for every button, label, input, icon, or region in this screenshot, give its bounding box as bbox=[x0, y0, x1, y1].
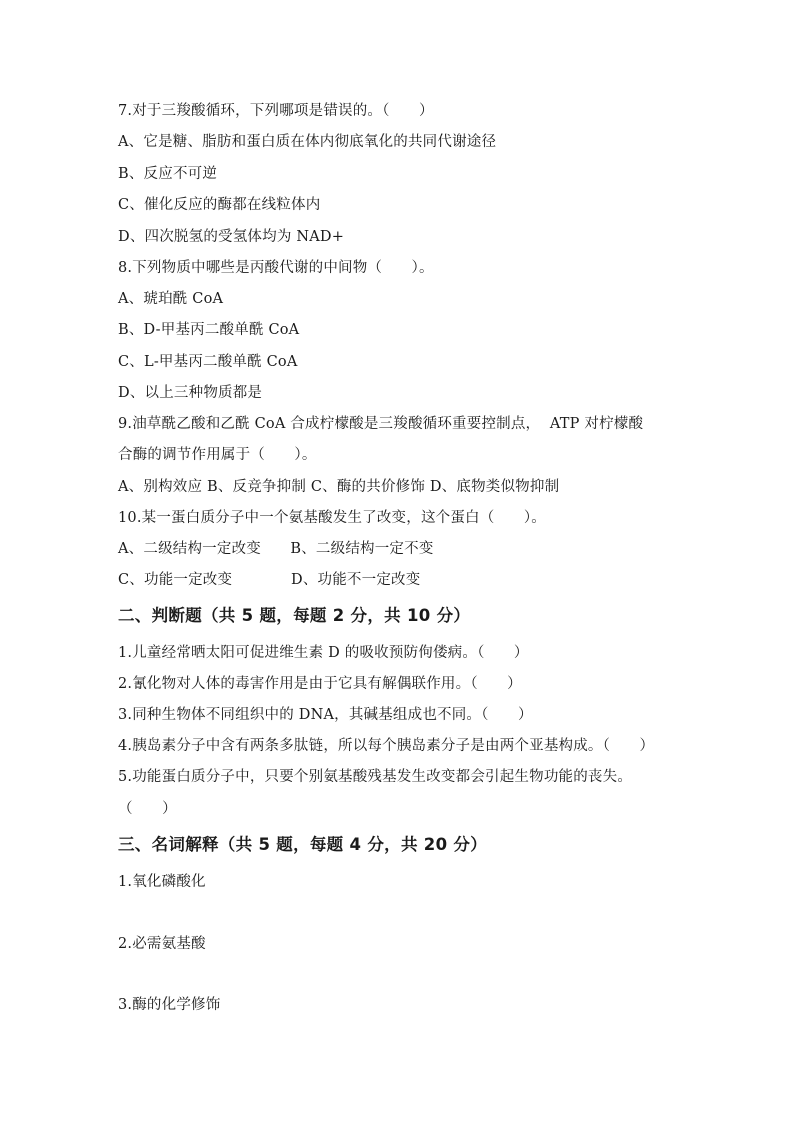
question-10-options-cd: C、功能一定改变 D、功能不一定改变 bbox=[118, 572, 421, 588]
question-8-stem: 8.下列物质中哪些是丙酸代谢的中间物（ ）。 bbox=[118, 260, 434, 276]
judge-item-2: 2.氰化物对人体的毒害作用是由于它具有解偶联作用。（ ） bbox=[118, 676, 522, 692]
question-8-option-b: B、D-甲基丙二酸单酰 CoA bbox=[118, 322, 300, 338]
question-7-option-d: D、四次脱氢的受氢体均为 NAD+ bbox=[118, 229, 345, 245]
question-7-option-b: B、反应不可逆 bbox=[118, 166, 218, 182]
judge-item-4: 4.胰岛素分子中含有两条多肽链，所以每个胰岛素分子是由两个亚基构成。（ ） bbox=[118, 738, 655, 754]
question-10-stem: 10.某一蛋白质分子中一个氨基酸发生了改变，这个蛋白（ ）。 bbox=[118, 510, 547, 526]
question-9-stem-line-1: 9.油草酰乙酸和乙酰 CoA 合成柠檬酸是三羧酸循环重要控制点， ATP 对柠檬酸 bbox=[118, 416, 644, 432]
section-3-title: 三、名词解释（共 5 题，每题 4 分，共 20 分） bbox=[118, 835, 487, 854]
question-9-options: A、别构效应 B、反竞争抑制 C、酶的共价修饰 D、底物类似物抑制 bbox=[118, 479, 560, 495]
question-7-option-a: A、它是糖、脂肪和蛋白质在体内彻底氧化的共同代谢途径 bbox=[118, 134, 497, 150]
judge-item-1: 1.儿童经常晒太阳可促进维生素 D 的吸收预防佝偻病。（ ） bbox=[118, 645, 529, 661]
question-8-option-a: A、琥珀酰 CoA bbox=[118, 291, 224, 307]
section-2-title: 二、判断题（共 5 题，每题 2 分，共 10 分） bbox=[118, 606, 471, 625]
question-9-stem-line-2: 合酶的调节作用属于（ ）。 bbox=[118, 447, 317, 463]
term-item-1: 1.氧化磷酸化 bbox=[118, 874, 206, 890]
question-8-option-d: D、以上三种物质都是 bbox=[118, 385, 263, 401]
judge-item-3: 3.同种生物体不同组织中的 DNA，其碱基组成也不同。（ ） bbox=[118, 707, 533, 723]
judge-item-5-answer-blank: （ ） bbox=[118, 801, 177, 817]
term-item-2: 2.必需氨基酸 bbox=[118, 936, 206, 952]
question-7-option-c: C、催化反应的酶都在线粒体内 bbox=[118, 197, 321, 213]
term-item-3: 3.酶的化学修饰 bbox=[118, 997, 221, 1013]
question-10-options-ab: A、二级结构一定改变 B、二级结构一定不变 bbox=[118, 541, 434, 557]
question-7-stem: 7.对于三羧酸循环，下列哪项是错误的。（ ） bbox=[118, 103, 434, 119]
question-8-option-c: C、L-甲基丙二酸单酰 CoA bbox=[118, 354, 298, 370]
judge-item-5: 5.功能蛋白质分子中，只要个别氨基酸残基发生改变都会引起生物功能的丧失。 bbox=[118, 769, 633, 785]
